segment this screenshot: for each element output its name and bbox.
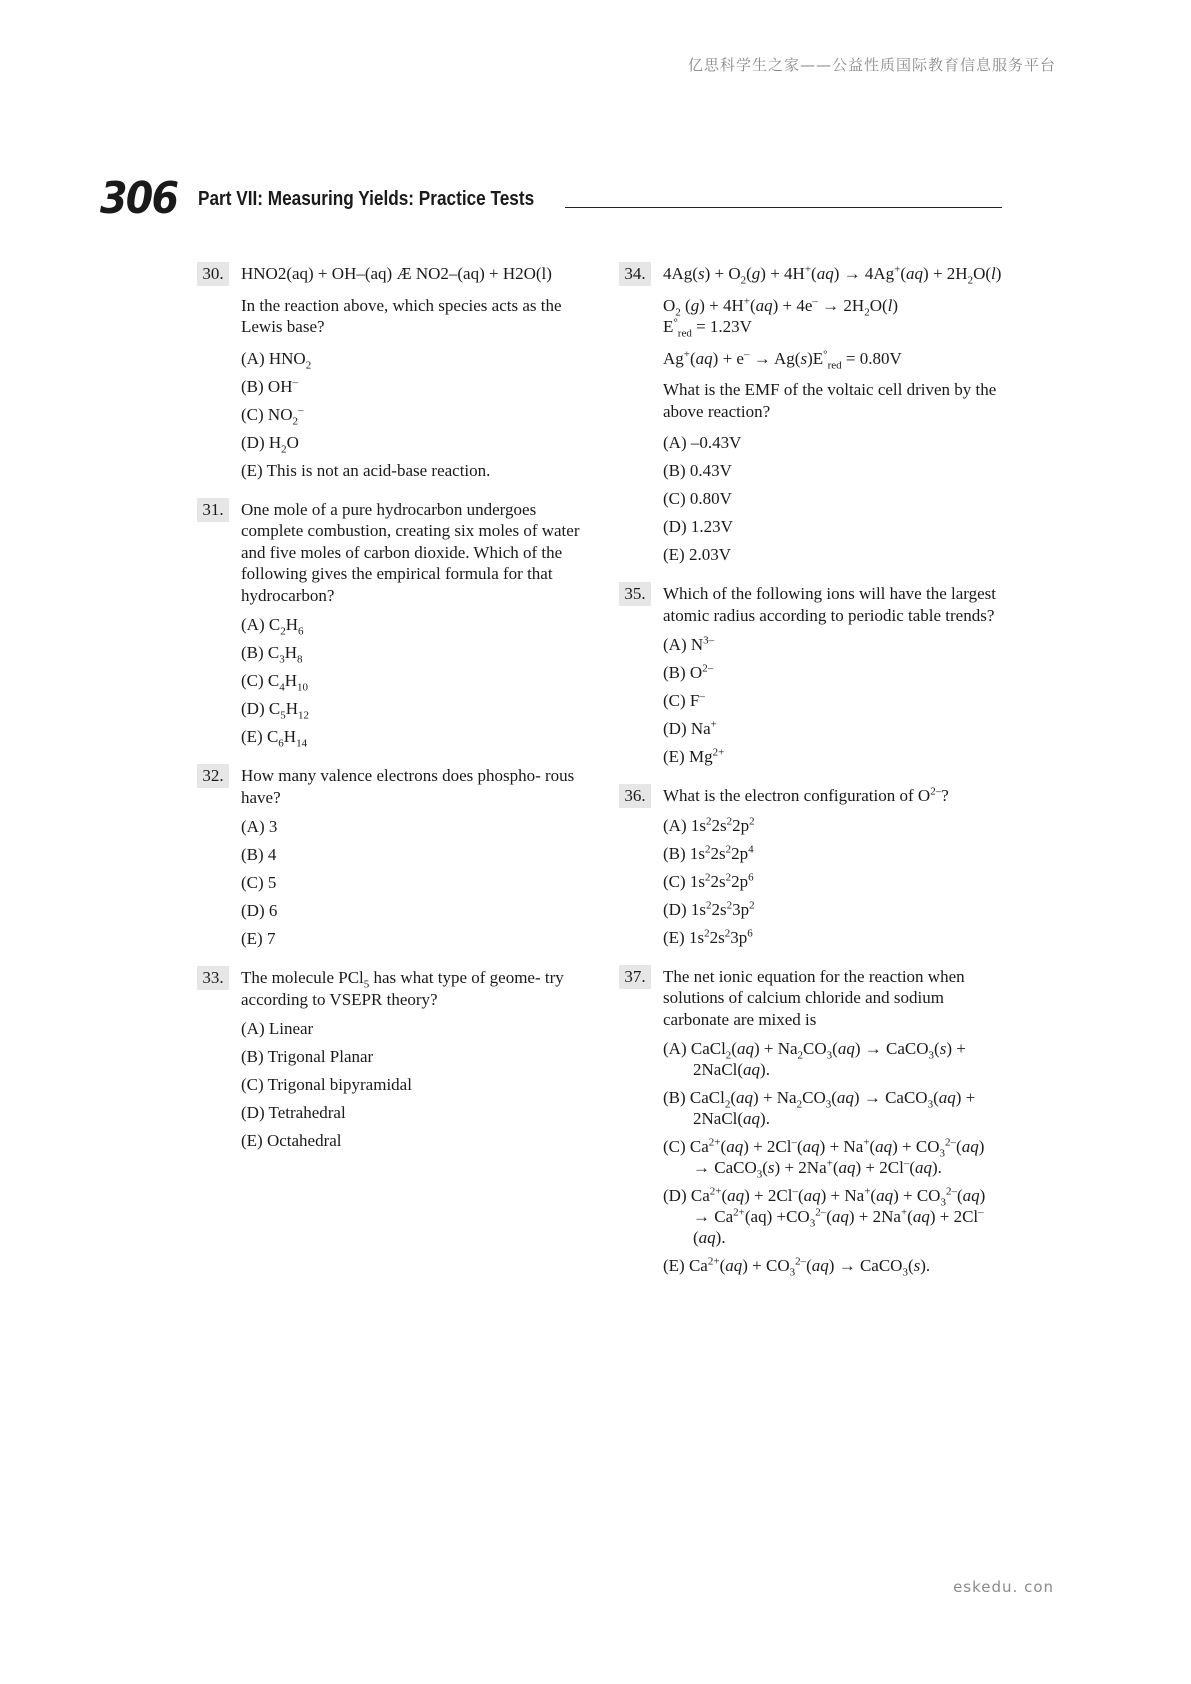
question-32 [197,765,587,949]
answer-options [663,432,1005,565]
option-d[interactable]: (D) Na+ [663,718,717,738]
option-b[interactable]: (B) Trigonal Planar [241,1047,374,1066]
option-c[interactable]: (C) 5 [241,873,277,892]
option-a[interactable]: (A) –0.43V [663,433,742,452]
option-c[interactable]: (C) $1s^22s^22p^6$ [663,870,754,891]
question-number: 30. [197,262,229,286]
option-c[interactable]: (C) F– [663,690,705,710]
option-b[interactable]: (B) $O^{2-}$ [663,662,714,682]
right-column [619,263,1005,1294]
option-c[interactable]: (C) 0.80V [663,489,732,508]
answer-options [241,1018,587,1151]
option-a[interactable]: (A) $1s^22s^22p^2$ [663,814,755,835]
option-a[interactable]: (A) CaCl$_2$(aq) + $Na_2CO_3(aq)$ → CaCO$_3$(s) + 2NaCl(aq). [663,1039,966,1079]
option-c[interactable]: (C) $Ca^{2+}(aq) + 2Cl^-(aq) + Na^+(aq) + CO_3^{2-}(aq)$ → CaCO$_3$(s) + 2Na+(aq) + 2Cl–(aq). [663,1136,985,1181]
question-number: 37. [619,965,651,989]
header-rule [565,207,1002,208]
option-c[interactable]: (C) $C_4H_{10}$ [241,671,309,694]
option-e[interactable]: (E) $1s^22s^23p^6$ [663,926,753,947]
option-d[interactable]: (D) $C_5H_{12}$ [241,699,309,722]
question-stem: What is the EMF of the voltaic cell driven by the above reaction? [663,380,997,421]
question-number: 35. [619,582,651,606]
option-e[interactable]: (E) 2.03V [663,545,731,564]
option-b[interactable]: (B) OH– [241,375,298,396]
question-number: 34. [619,262,651,286]
question-33 [197,967,587,1151]
option-d[interactable]: (D) 1.23V [663,517,733,536]
question-text [663,263,1005,422]
option-d[interactable]: (D) $Ca^{2+}(aq) + 2Cl^-(aq) + Na^+(aq) + CO_3^{2-}(aq) \to Ca^{2+}(aq) +CO_3^{2-}(aq) + 2Na^+(aq) + 2Cl^-(aq)$. [663,1185,986,1247]
question-37 [619,966,1005,1277]
question-30 [197,263,587,481]
answer-options [241,816,587,949]
option-e[interactable]: (E) This is not an acid-base reaction. [241,460,491,480]
option-c[interactable]: (C) $NO_2^-$ [241,403,304,427]
option-e[interactable]: (E) 7 [241,929,276,948]
question-36 [619,785,1005,948]
option-b[interactable]: (B) CaCl$_2$(aq) + $Na_2CO_3(aq)$ → CaCO$_3$(aq) + 2NaCl(aq). [663,1088,976,1128]
option-e[interactable]: (E) $Ca^{2+}(aq) + CO_3^{2-}(aq)$ → CaCO$_3$(s). [663,1255,931,1279]
option-b[interactable]: (B) $C_3H_8$ [241,643,303,666]
option-d[interactable]: (D) $1s^22s^23p^2$ [663,898,755,919]
option-b[interactable]: (B) $1s^22s^22p^4$ [663,842,754,863]
question-stem: What is the electron configuration of $O^{2-}$? [663,785,949,805]
option-e[interactable]: (E) $Mg^{2+}$ [663,746,725,766]
option-d[interactable]: (D) Tetrahedral [241,1103,346,1122]
option-d[interactable]: (D) 6 [241,901,278,920]
option-e[interactable]: (E) $C_6H_{14}$ [241,727,308,750]
question-number: 33. [197,966,229,990]
question-stem: Which of the following ions will have the largest atomic radius according to periodic table trends? [663,584,997,625]
question-stem: The net ionic equation for the reaction when solutions of calcium chloride and sodium carbonate are mixed is [663,966,965,1029]
question-number: 32. [197,764,229,788]
left-column [197,263,587,1169]
reaction-equation: HNO2(aq) + OH–(aq) Æ NO2–(aq) + H2O(l) [241,264,552,283]
question-35 [619,583,1005,767]
option-a[interactable]: (A) 3 [241,817,278,836]
option-b[interactable]: (B) 4 [241,845,277,864]
option-d[interactable]: (D) $H_2O$ [241,432,299,455]
page-number: 306 [100,173,178,224]
option-a[interactable]: (A) $HNO_2$ [241,348,312,371]
half-reaction-silver: $Ag^+(aq) + e^- \to Ag(s)E^\circ_{red} = 0.80V$ [663,347,902,371]
watermark-top: 亿思科学生之家——公益性质国际教育信息服务平台 [687,56,1056,74]
question-31 [197,499,587,748]
option-e[interactable]: (E) Octahedral [241,1131,342,1150]
answer-options [663,815,1005,948]
question-number: 36. [619,784,651,808]
answer-options [241,348,587,481]
option-a[interactable]: (A) $N^{3-}$ [663,634,715,654]
half-reaction-oxygen: $O_2$ $(g) + 4H^+(aq) + 4e^- \to 2H_2O(l)$ $E^\circ_{red} = 1.23V$ [663,294,899,340]
option-b[interactable]: (B) 0.43V [663,461,732,480]
question-34 [619,263,1005,565]
question-text [241,263,587,338]
question-stem: The molecule PCl$_5$ has what type of geome- try according to VSEPR theory? [241,968,564,1009]
question-stem: In the reaction above, which species acts as the Lewis base? [241,295,562,336]
option-a[interactable]: (A) Linear [241,1019,314,1038]
question-stem: How many valence electrons does phospho- rous have? [241,766,575,807]
answer-options [663,1038,1005,1279]
question-number: 31. [197,498,229,522]
watermark-bottom: eskedu. con [953,1578,1054,1596]
question-stem: One mole of a pure hydrocarbon undergoes complete combustion, creating six moles of water and five moles of carbon dioxide. Which of the following gives the empirical formula for that hydrocarbon? [241,499,580,605]
option-c[interactable]: (C) Trigonal bipyramidal [241,1075,412,1094]
answer-options [663,634,1005,767]
answer-options [241,614,587,750]
option-a[interactable]: (A) $C_2H_6$ [241,615,304,638]
part-title: Part VII: Measuring Yields: Practice Tests [198,188,535,210]
overall-reaction: $4Ag(s) + O_2(g) + 4H^+(aq) \to 4Ag^+(aq) + 2H_2O(l)$ [663,263,1002,287]
